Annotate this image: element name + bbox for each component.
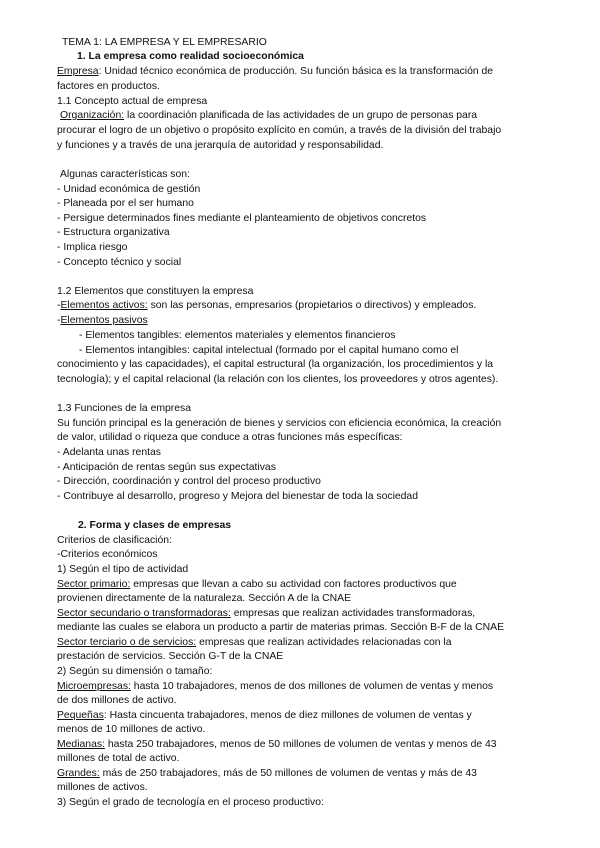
organizacion-term: Organización: [60, 110, 125, 121]
list-item: - Persigue determinados fines mediante el planteamiento de objetivos concretos [57, 213, 427, 224]
segun-tecnologia: 3) Según el grado de tecnología en el proceso productivo: [57, 797, 324, 808]
elementos-intangibles: - Elementos intangibles: capital intelectual (formado por el capital humano como el [79, 345, 459, 356]
pequenas: Pequeñas: Hasta cincuenta trabajadores, menos de diez millones de volumen de ventas y [57, 710, 472, 721]
segun-tipo-actividad: 1) Según el tipo de actividad [57, 564, 189, 575]
list-item: - Implica riesgo [57, 242, 128, 253]
sector-primario-cont: provienen directamente de la naturaleza. Sección A de la CNAE [57, 593, 352, 604]
organizacion-definition-cont2: y funciones y a través de una jerarquía de autoridad y responsabilidad. [57, 140, 384, 151]
microempresas-term: Microempresas: [57, 681, 131, 692]
sector-terciario-term: Sector terciario o de servicios: [57, 637, 197, 648]
list-item: - Unidad económica de gestión [57, 184, 201, 195]
elementos-pasivos-term: Elementos pasivos [60, 315, 148, 326]
medianas: Medianas: hasta 250 trabajadores, menos de 50 millones de volumen de ventas y menos de 43 [57, 739, 497, 750]
subsection-1-1: 1.1 Concepto actual de empresa [57, 96, 208, 107]
elementos-pasivos: -Elementos pasivos [57, 315, 148, 326]
section-1-heading: 1. La empresa como realidad socioeconómica [77, 51, 304, 62]
microempresas-cont: de dos millones de activo. [57, 695, 177, 706]
grandes-cont: millones de activos. [57, 782, 148, 793]
sector-terciario: Sector terciario o de servicios: empresas que realizan actividades relacionadas con la [57, 637, 452, 648]
microempresas: Microempresas: hasta 10 trabajadores, menos de dos millones de volumen de ventas y menos [57, 681, 494, 692]
document-title: TEMA 1: LA EMPRESA Y EL EMPRESARIO [62, 37, 267, 48]
organizacion-definition: Organización: la coordinación planificada de las actividades de un grupo de personas para [60, 110, 478, 121]
list-item: - Contribuye al desarrollo, progreso y Mejora del bienestar de toda la sociedad [57, 491, 418, 502]
list-item: - Anticipación de rentas según sus expectativas [57, 462, 276, 473]
subsection-1-2: 1.2 Elementos que constituyen la empresa [57, 286, 254, 297]
list-item: - Estructura organizativa [57, 227, 170, 238]
criterios-economicos: -Criterios económicos [57, 549, 158, 560]
list-item: - Dirección, coordinación y control del proceso productivo [57, 476, 321, 487]
caracteristicas-intro: Algunas características son: [60, 169, 190, 180]
sector-primario-term: Sector primario: [57, 579, 131, 590]
list-item: - Adelanta unas rentas [57, 447, 161, 458]
grandes: Grandes: más de 250 trabajadores, más de 50 millones de volumen de ventas y más de 43 [57, 768, 477, 779]
sector-primario: Sector primario: empresas que llevan a cabo su actividad con factores productivos que [57, 579, 457, 590]
sector-secundario-term: Sector secundario o transformadoras: [57, 608, 231, 619]
section-2-heading: 2. Forma y clases de empresas [78, 520, 232, 531]
pequenas-cont: menos de 10 millones de activo. [57, 724, 206, 735]
empresa-definition: Empresa: Unidad técnico económica de producción. Su función básica es la transformación de [57, 66, 494, 77]
pequenas-term: Pequeñas [57, 710, 104, 721]
elementos-intangibles-cont: conocimiento y las capacidades), el capital estructural (la organización, los procedimientos y la [57, 359, 494, 370]
grandes-term: Grandes: [57, 768, 100, 779]
funciones-definition: Su función principal es la generación de bienes y servicios con eficiencia económica, la creación [57, 418, 502, 429]
sector-secundario: Sector secundario o transformadoras: empresas que realizan actividades transformadoras, [57, 608, 476, 619]
empresa-definition-cont: factores en productos. [57, 81, 160, 92]
empresa-term: Empresa [57, 66, 99, 77]
sector-secundario-cont: mediante las cuales se elabora un producto a partir de materias primas. Sección B-F de la CNAE [57, 622, 505, 633]
list-item: - Concepto técnico y social [57, 257, 182, 268]
list-item: - Planeada por el ser humano [57, 198, 194, 209]
funciones-definition-cont: de valor, utilidad o riqueza que conduce a otras funciones más específicas: [57, 432, 403, 443]
subsection-1-3: 1.3 Funciones de la empresa [57, 403, 192, 414]
organizacion-definition-cont: procurar el logro de un objetivo o propósito explícito en común, a través de la división del trabajo [57, 125, 502, 136]
criterios-clasificacion: Criterios de clasificación: [57, 535, 172, 546]
sector-terciario-cont: prestación de servicios. Sección G-T de la CNAE [57, 651, 284, 662]
medianas-cont: millones de total de activo. [57, 753, 180, 764]
segun-dimension: 2) Según su dimensión o tamaño: [57, 666, 213, 677]
elementos-activos-term: Elementos activos: [60, 300, 148, 311]
elementos-activos: -Elementos activos: son las personas, empresarios (propietarios o directivos) y empleados. [57, 300, 477, 311]
elementos-tangibles: - Elementos tangibles: elementos materiales y elementos financieros [79, 330, 396, 341]
medianas-term: Medianas: [57, 739, 105, 750]
elementos-intangibles-cont2: tecnología); y el capital relacional (la relación con los clientes, los proveedores y otros agentes). [57, 374, 499, 385]
